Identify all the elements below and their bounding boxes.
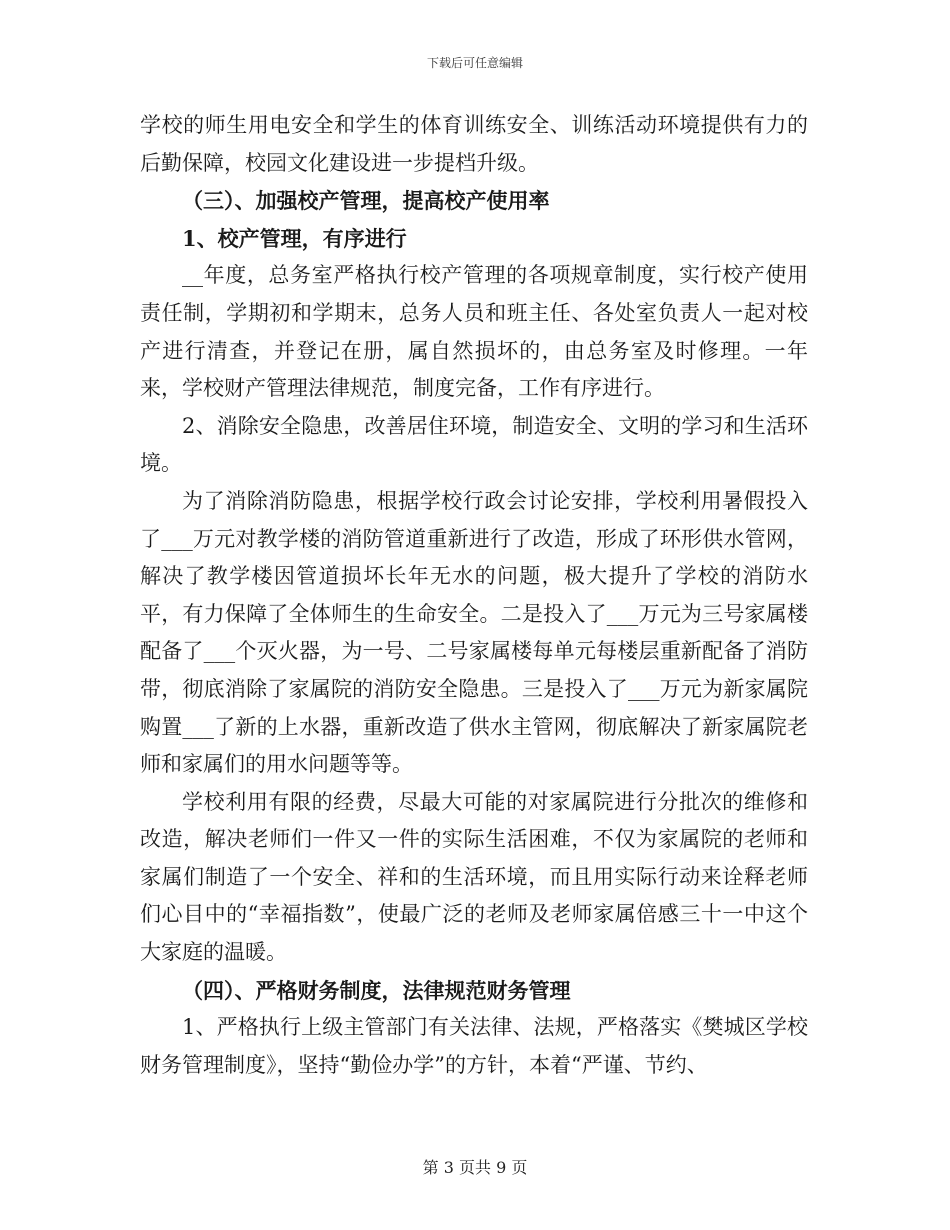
page-number: 第 3 页共 9 页: [422, 1158, 528, 1177]
paragraph-1: 学校的师生用电安全和学生的体育训练安全、训练活动环境提供有力的后勤保障，校园文化建设进一步提档升级。: [140, 113, 808, 175]
subsection-heading-1: 1、校产管理，有序进行: [182, 225, 407, 251]
document-body: [140, 107, 808, 1084]
paragraph-3: 2、消除安全隐患，改善居住环境，制造安全、文明的学习和生活环境。: [140, 413, 808, 476]
paragraph-4: 为了消除消防隐患，根据学校行政会讨论安排，学校利用暑假投入了___万元对教学楼的消防管道重新进行了改造，形成了环形供水管网，解决了教学楼因管道损坏长年无水的问题，极大提升了学校的消防水平，有力保障了全体师生的生命安全。二是投入了___万元为三号家属楼配备了___个灭火器，为一号、二号家属楼每单元每楼层重新配备了消防带，彻底消除了家属院的消防安全隐患。三是投入了___万元为新家属院购置___了新的上水器，重新改造了供水主管网，彻底解决了新家属院老师和家属们的用水问题等等。: [140, 488, 808, 777]
paragraph-5: 学校利用有限的经费，尽最大可能的对家属院进行分批次的维修和改造，解决老师们一件又一件的实际生活困难，不仅为家属院的老师和家属们制造了一个安全、祥和的生活环境，而且用实际行动来诠释老师们心目中的“幸福指数”，使最广泛的老师及老师家属倍感三十一中这个大家庭的温暖。: [140, 789, 808, 965]
paragraph-2: __年度，总务室严格执行校产管理的各项规章制度，实行校产使用责任制，学期初和学期末，总务人员和班主任、各处室负责人一起对校产进行清查，并登记在册，属自然损坏的，由总务室及时修理。一年来，学校财产管理法律规范，制度完备，工作有序进行。: [140, 263, 808, 401]
header-note: 下载后可任意编辑: [426, 56, 523, 70]
paragraph-6: 1、严格执行上级主管部门有关法律、法规，严格落实《樊城区学校财务管理制度》，坚持“勤俭办学”的方针，本着“严谨、节约、: [140, 1015, 808, 1077]
section-heading-3: （三）、加强校产管理，提高校产使用率: [182, 188, 550, 214]
section-heading-4: （四）、严格财务制度，法律规范财务管理: [182, 977, 571, 1003]
